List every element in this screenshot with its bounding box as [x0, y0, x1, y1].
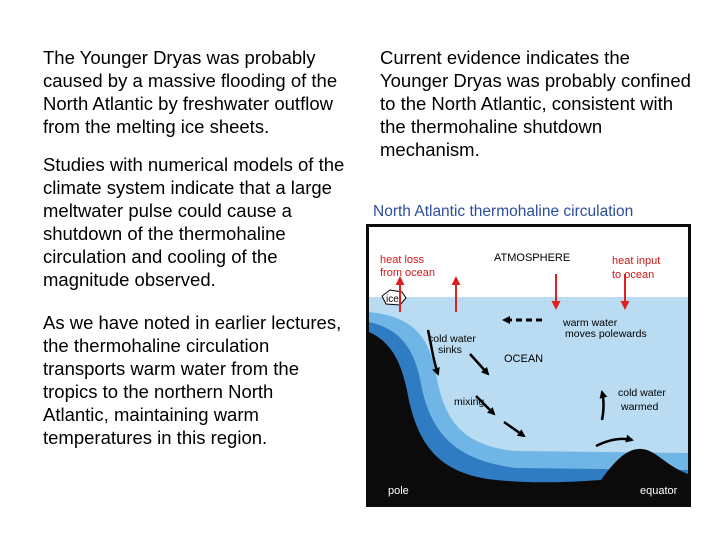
figure-title: North Atlantic thermohaline circulation: [373, 203, 634, 220]
paragraph-flooding: The Younger Dryas was probably caused by a massive flooding of the North Atlantic by freshwater outflow from the melting ice sheets.: [43, 47, 338, 137]
paragraph-models: Studies with numerical models of the climate system indicate that a large meltwater pulse could cause a shutdown of the thermohaline circulation and cooling of the magnitude observed.: [43, 154, 345, 290]
mixing-label: mixing: [454, 396, 485, 408]
heat-input-label-2: to ocean: [612, 269, 655, 281]
pole-label: pole: [388, 485, 409, 497]
paragraph-evidence: Current evidence indicates the Younger Dryas was probably confined to the North Atlantic, consistent with the thermohaline shutdown mechanism.: [380, 47, 691, 160]
warm-water-label-2: moves polewards: [565, 328, 647, 340]
cold-warmed-label-2: warmed: [621, 401, 659, 413]
paragraph-transport: As we have noted in earlier lectures, the thermohaline circulation transports warm water from the tropics to the northern North Atlantic, maintaining warm temperatures in this region.: [43, 312, 342, 448]
warm-water-label: warm water: [563, 317, 618, 329]
heat-input-label: heat input: [612, 255, 661, 267]
equator-label: equator: [640, 485, 678, 497]
ocean-label: OCEAN: [504, 353, 544, 365]
ice-label: ice: [386, 294, 399, 305]
atmosphere-label: ATMOSPHERE: [494, 252, 571, 264]
cold-sinks-label: cold water: [428, 333, 476, 345]
heat-loss-label: heat loss: [380, 254, 425, 266]
thermohaline-diagram: [366, 224, 691, 507]
cold-sinks-label-2: sinks: [438, 344, 462, 356]
heat-loss-label-2: from ocean: [380, 267, 436, 279]
cold-warmed-label: cold water: [618, 387, 666, 399]
